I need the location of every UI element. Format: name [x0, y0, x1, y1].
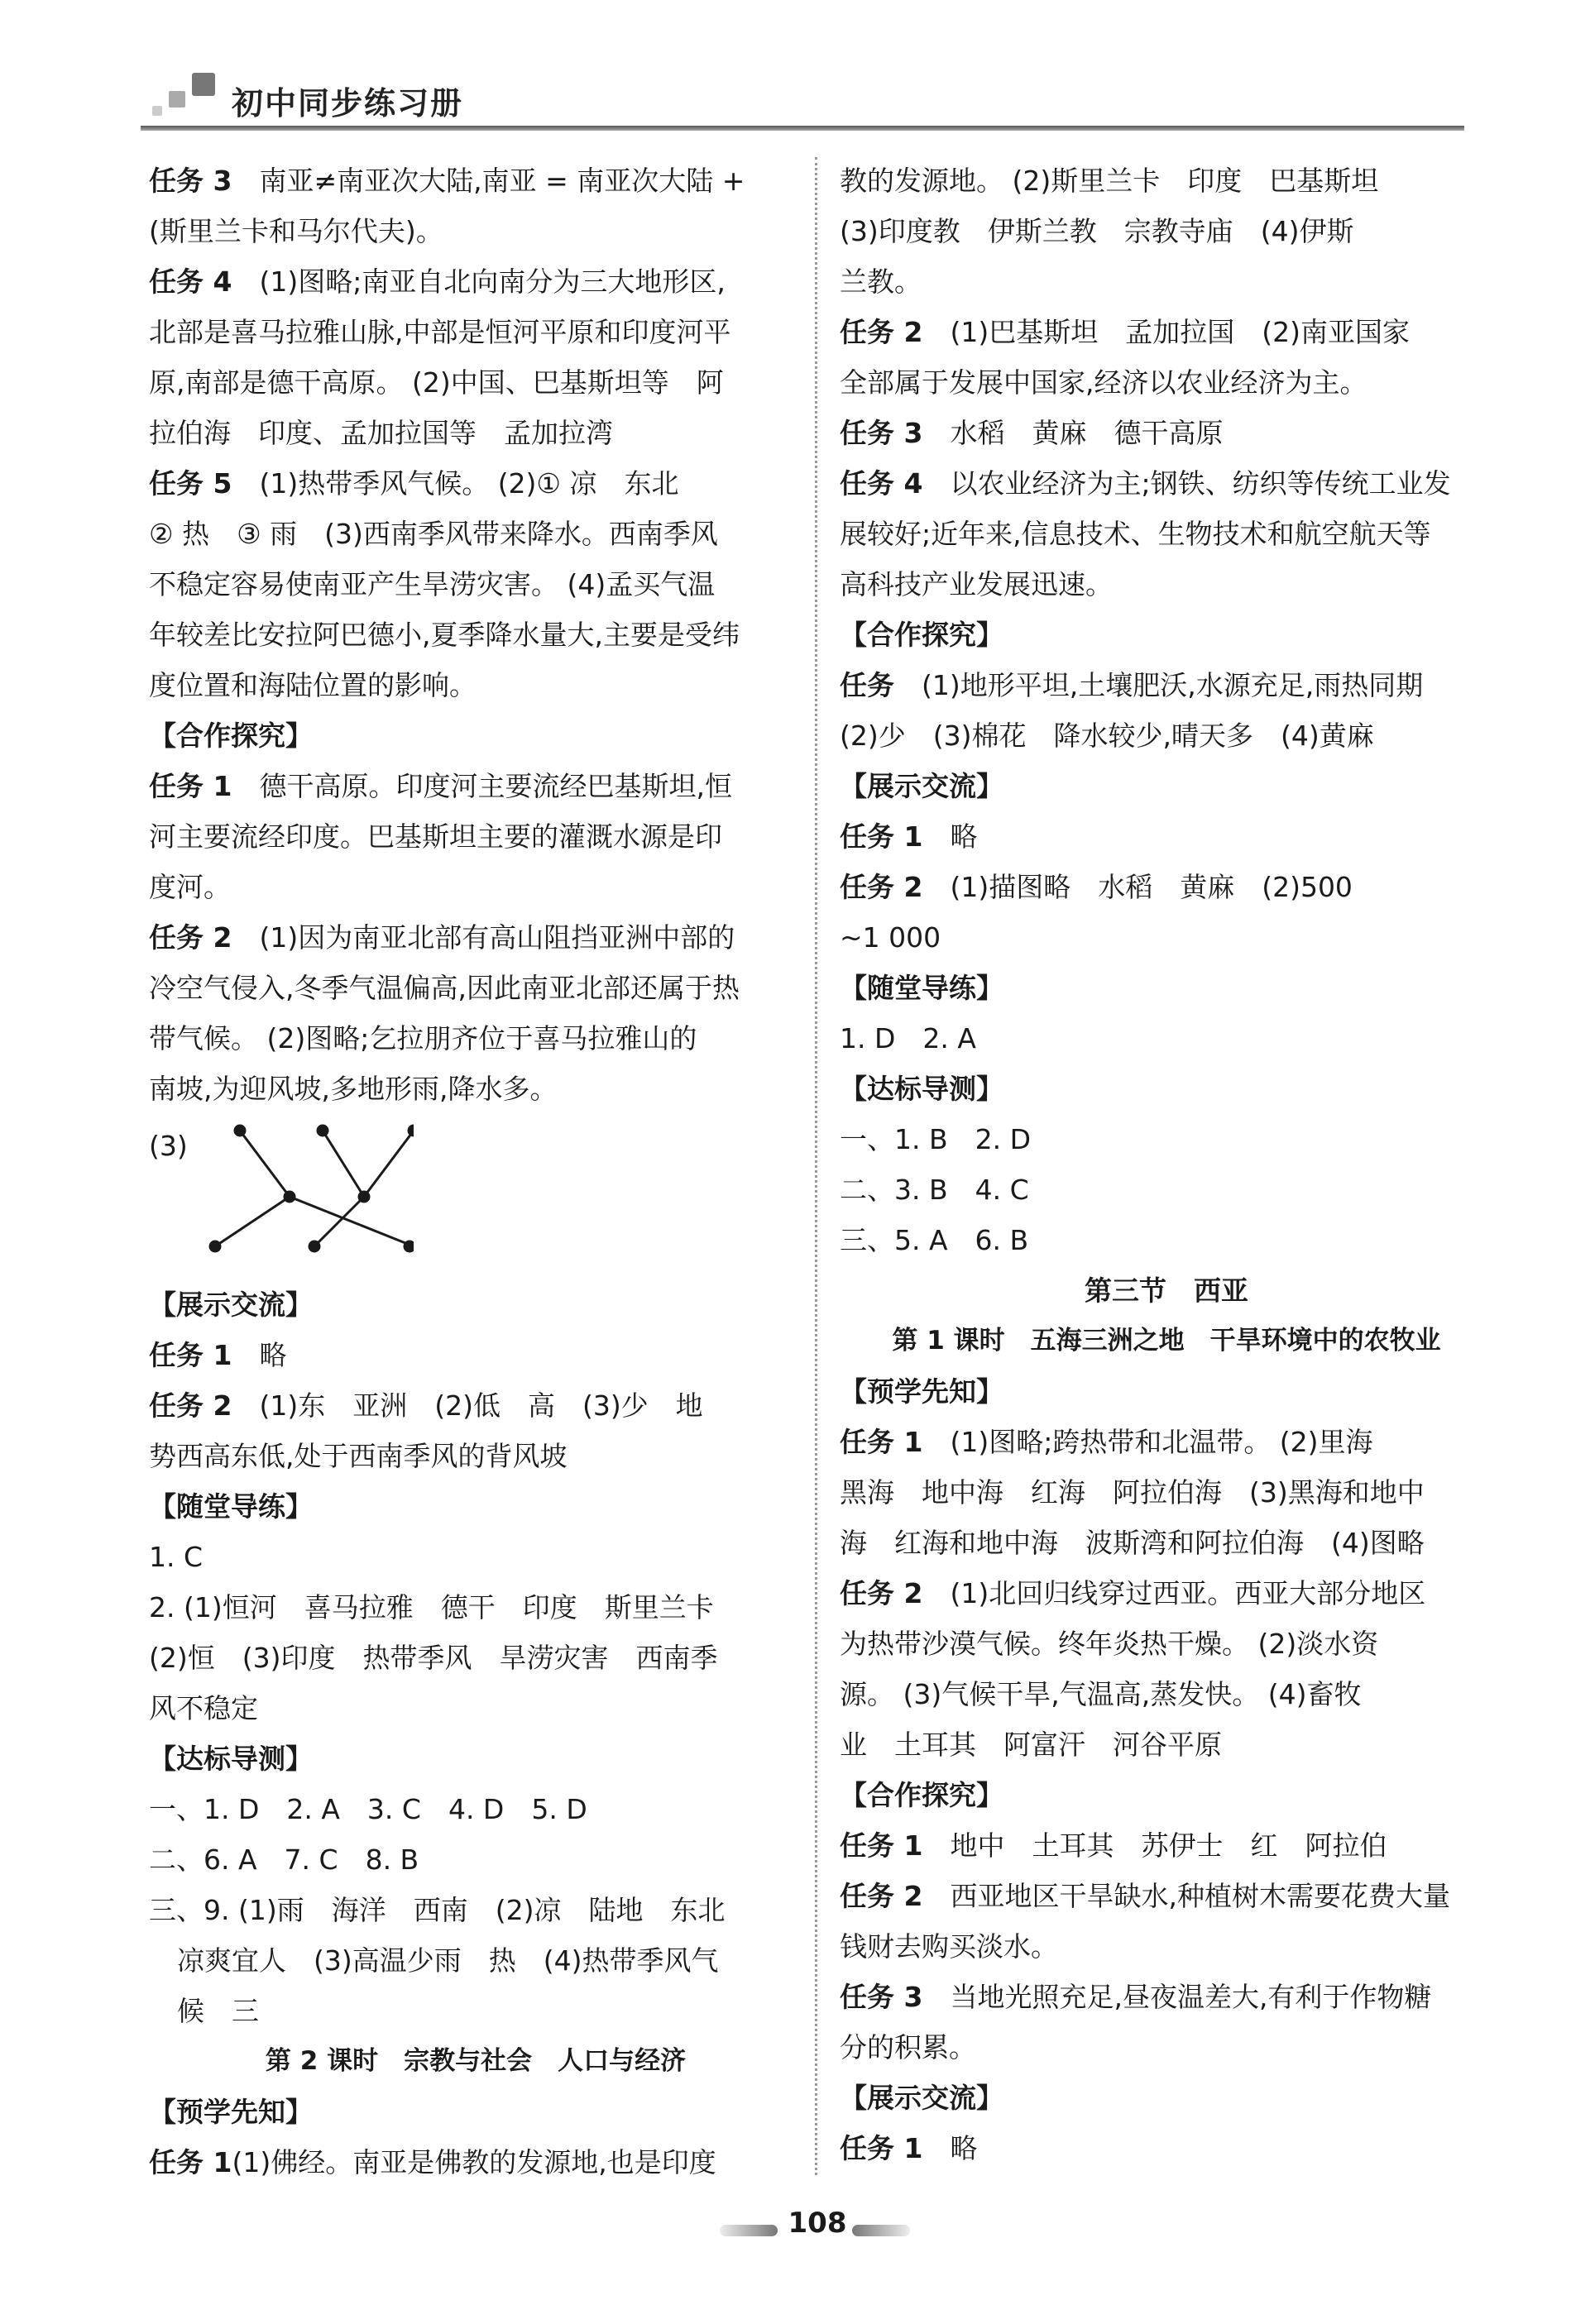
task-label: 任务 5 [149, 467, 232, 500]
answer-line: 二、3. B 4. C [840, 1174, 1029, 1206]
answer-line: 风不稳定 [149, 1692, 258, 1724]
answer-line [840, 307, 1493, 357]
answer-line [149, 155, 802, 206]
answer-line [840, 862, 1493, 912]
answer-line: (2)恒 (3)印度 热带季风 旱涝灾害 西南季 [149, 1642, 718, 1674]
task-label: 任务 2 [840, 1577, 923, 1609]
answer-line: (斯里兰卡和马尔代夫)。 [149, 215, 443, 247]
answer-line [149, 458, 802, 509]
answer-line: 北部是喜马拉雅山脉,中部是恒河平原和印度河平 [149, 316, 731, 348]
answer-line [840, 660, 1493, 710]
match-dot [359, 1192, 369, 1202]
answer-line: 不稳定容易使南亚产生旱涝灾害。 (4)孟买气温 [149, 568, 716, 600]
task-label: 任务 2 [149, 1389, 232, 1422]
answer-line [149, 912, 802, 963]
task-label: 任务 3 [840, 417, 923, 449]
task-label: 任务 2 [149, 921, 232, 954]
diagram-label: (3) [149, 1130, 188, 1162]
answer-line: 分的积累。 [840, 2031, 976, 2063]
answer-text: (1)地形平坦,土壤肥沃,水源充足,雨热同期 [922, 669, 1424, 701]
match-line [290, 1197, 414, 1246]
section-heading: 【预学先知】 [840, 1375, 1003, 1408]
footer-decoration [852, 2225, 910, 2236]
answer-line [840, 458, 1493, 509]
task-label: 任务 2 [840, 1880, 923, 1912]
match-dot [235, 1126, 245, 1136]
answer-line: 源。 (3)气候干旱,气温高,蒸发快。 (4)畜牧 [840, 1678, 1362, 1710]
task-label: 任务 1 [149, 1339, 232, 1371]
answer-line [840, 2123, 1493, 2173]
answer-line: 度河。 [149, 871, 231, 903]
match-line [314, 1197, 364, 1246]
answer-text: (1)北回归线穿过西亚。西亚大部分地区 [950, 1577, 1426, 1609]
answer-text: 略 [950, 2132, 978, 2164]
answer-text: 西亚地区干旱缺水,种植树木需要花费大量 [950, 1880, 1450, 1912]
answer-text: 略 [950, 820, 978, 853]
task-label: 任务 3 [840, 1981, 923, 2013]
header-decoration [141, 73, 223, 122]
match-line [240, 1131, 290, 1197]
answer-text: 水稻 黄麻 德干高原 [950, 417, 1224, 449]
match-line [323, 1131, 364, 1197]
answer-text: (1)佛经。南亚是佛教的发源地,也是印度 [232, 2146, 716, 2178]
section-heading: 【随堂导练】 [149, 1490, 313, 1523]
answer-line [840, 1417, 1493, 1467]
answer-line: 度位置和海陆位置的影响。 [149, 669, 477, 701]
answer-text: (1)热带季风气候。 (2)① 凉 东北 [259, 467, 679, 500]
matching-diagram [149, 1114, 802, 1279]
answer-text: 略 [259, 1339, 287, 1371]
answer-line [840, 1568, 1493, 1619]
match-dot [210, 1241, 220, 1251]
page-footer [720, 2207, 918, 2248]
answer-text: 地中 土耳其 苏伊士 红 阿拉伯 [950, 1829, 1387, 1862]
section-heading: 【展示交流】 [840, 770, 1003, 802]
task-label: 任务 2 [840, 871, 923, 903]
column-divider [815, 157, 817, 2175]
answer-line [149, 2137, 802, 2188]
answer-line: 河主要流经印度。巴基斯坦主要的灌溉水源是印 [149, 820, 722, 853]
answer-text: (1)图略;南亚自北向南分为三大地形区, [259, 265, 726, 298]
match-line [215, 1197, 290, 1246]
answer-line: 一、1. B 2. D [840, 1123, 1031, 1155]
answer-line: 拉伯海 印度、孟加拉国等 孟加拉湾 [149, 417, 613, 449]
section-heading: 【达标导测】 [840, 1073, 1003, 1105]
answer-line: (3)印度教 伊斯兰教 宗教寺庙 (4)伊斯 [840, 215, 1354, 247]
section-heading: 【合作探究】 [149, 720, 313, 752]
answer-text: 当地光照充足,昼夜温差大,有利于作物糖 [950, 1981, 1432, 2013]
match-dot [285, 1192, 295, 1202]
section-heading: 【合作探究】 [840, 1779, 1003, 1811]
task-label: 任务 1 [840, 1426, 923, 1458]
answer-line: 2. (1)恒河 喜马拉雅 德干 印度 斯里兰卡 [149, 1591, 714, 1623]
match-dot [309, 1241, 319, 1251]
answer-line: 一、1. D 2. A 3. C 4. D 5. D [149, 1793, 587, 1825]
answer-line: 业 土耳其 阿富汗 河谷平原 [840, 1729, 1222, 1761]
answer-line: 凉爽宜人 (3)高温少雨 热 (4)热带季风气 [177, 1944, 719, 1977]
answer-line: 海 红海和地中海 波斯湾和阿拉伯海 (4)图略 [840, 1527, 1425, 1559]
answer-line: 钱财去购买淡水。 [840, 1930, 1058, 1963]
answer-line: 带气候。 (2)图略;乞拉朋齐位于喜马拉雅山的 [149, 1022, 697, 1054]
answer-line: 二、6. A 7. C 8. B [149, 1843, 419, 1876]
decor-square [192, 73, 215, 96]
page-header [141, 73, 1464, 131]
answer-line: (2)少 (3)棉花 降水较少,晴天多 (4)黄麻 [840, 720, 1374, 752]
right-column [840, 155, 1493, 2173]
answer-line [149, 256, 802, 307]
answer-text: (1)巴基斯坦 孟加拉国 (2)南亚国家 [950, 316, 1410, 348]
answer-line: 教的发源地。 (2)斯里兰卡 印度 巴基斯坦 [840, 165, 1379, 197]
section-heading: 【展示交流】 [840, 2082, 1003, 2114]
match-dot [318, 1126, 328, 1136]
answer-line: 高科技产业发展迅速。 [840, 568, 1113, 600]
section-heading: 【预学先知】 [149, 2096, 313, 2128]
header-rule [141, 126, 1464, 131]
page-number: 108 [788, 2207, 847, 2240]
task-label: 任务 1 [840, 820, 923, 853]
lesson-heading: 第 1 课时 五海三洲之地 干旱环境中的农牧业 [892, 1326, 1441, 1356]
section-heading: 【合作探究】 [840, 619, 1003, 651]
book-title: 初中同步练习册 [232, 85, 464, 122]
answer-line: 候 三 [177, 1995, 259, 2027]
task-label: 任务 4 [149, 265, 232, 298]
left-column [149, 155, 802, 2188]
answer-text: (1)图略;跨热带和北温带。 (2)里海 [950, 1426, 1373, 1458]
section-heading: 【随堂导练】 [840, 972, 1003, 1004]
answer-line [149, 761, 802, 811]
task-label: 任务 1 [149, 2146, 232, 2178]
answer-line [840, 1871, 1493, 1921]
answer-line: 势西高东低,处于西南季风的背风坡 [149, 1440, 568, 1472]
answer-text: (1)东 亚洲 (2)低 高 (3)少 地 [259, 1389, 703, 1422]
answer-line [149, 1330, 802, 1380]
answer-line: ~1 000 [840, 921, 941, 954]
section-heading: 【达标导测】 [149, 1743, 313, 1775]
task-label: 任务 [840, 669, 894, 701]
answer-text: 以农业经济为主;钢铁、纺织等传统工业发 [950, 467, 1451, 500]
lesson-heading: 第 2 课时 宗教与社会 人口与经济 [265, 2046, 687, 2076]
task-label: 任务 2 [840, 316, 923, 348]
task-label: 任务 3 [149, 165, 232, 197]
answer-text: 南亚≠南亚次大陆,南亚 = 南亚次大陆 + [259, 165, 745, 197]
task-label: 任务 1 [149, 770, 232, 802]
matching-lines-svg [199, 1114, 414, 1271]
task-label: 任务 1 [840, 1829, 923, 1862]
section-title: 第三节 西亚 [1085, 1274, 1248, 1307]
answer-line: 展较好;近年来,信息技术、生物技术和航空航天等 [840, 518, 1431, 550]
answer-line [840, 811, 1493, 862]
answer-line: ② 热 ③ 雨 (3)西南季风带来降水。西南季风 [149, 518, 718, 550]
answer-line: 三、5. A 6. B [840, 1224, 1029, 1256]
decor-square [152, 106, 162, 116]
match-line [364, 1131, 414, 1197]
answer-line: 冷空气侵入,冬季气温偏高,因此南亚北部还属于热 [149, 972, 740, 1004]
answer-line: 全部属于发展中国家,经济以农业经济为主。 [840, 366, 1367, 399]
match-dot [409, 1126, 414, 1136]
answer-line [149, 1380, 802, 1431]
answer-line: 1. D 2. A [840, 1022, 976, 1054]
answer-line: 兰教。 [840, 265, 922, 298]
answer-line [840, 1820, 1493, 1871]
answer-line: 三、9. (1)雨 海洋 西南 (2)凉 陆地 东北 [149, 1894, 726, 1926]
footer-decoration [720, 2225, 778, 2236]
answer-line: 年较差比安拉阿巴德小,夏季降水量大,主要是受纬 [149, 619, 740, 651]
answer-text: (1)描图略 水稻 黄麻 (2)500 [950, 871, 1353, 903]
answer-line: 原,南部是德干高原。 (2)中国、巴基斯坦等 阿 [149, 366, 724, 399]
answer-line: 南坡,为迎风坡,多地形雨,降水多。 [149, 1073, 558, 1105]
answer-text: 德干高原。印度河主要流经巴基斯坦,恒 [259, 770, 732, 802]
answer-line [840, 1972, 1493, 2022]
answer-text: (1)因为南亚北部有高山阻挡亚洲中部的 [259, 921, 735, 954]
match-dot [405, 1241, 414, 1251]
answer-line: 黑海 地中海 红海 阿拉伯海 (3)黑海和地中 [840, 1476, 1425, 1509]
decor-square [169, 91, 185, 108]
answer-line: 为热带沙漠气候。终年炎热干燥。 (2)淡水资 [840, 1628, 1379, 1660]
task-label: 任务 1 [840, 2132, 923, 2164]
answer-line [840, 408, 1493, 458]
answer-line: 1. C [149, 1541, 204, 1573]
task-label: 任务 4 [840, 467, 923, 500]
section-heading: 【展示交流】 [149, 1289, 313, 1321]
